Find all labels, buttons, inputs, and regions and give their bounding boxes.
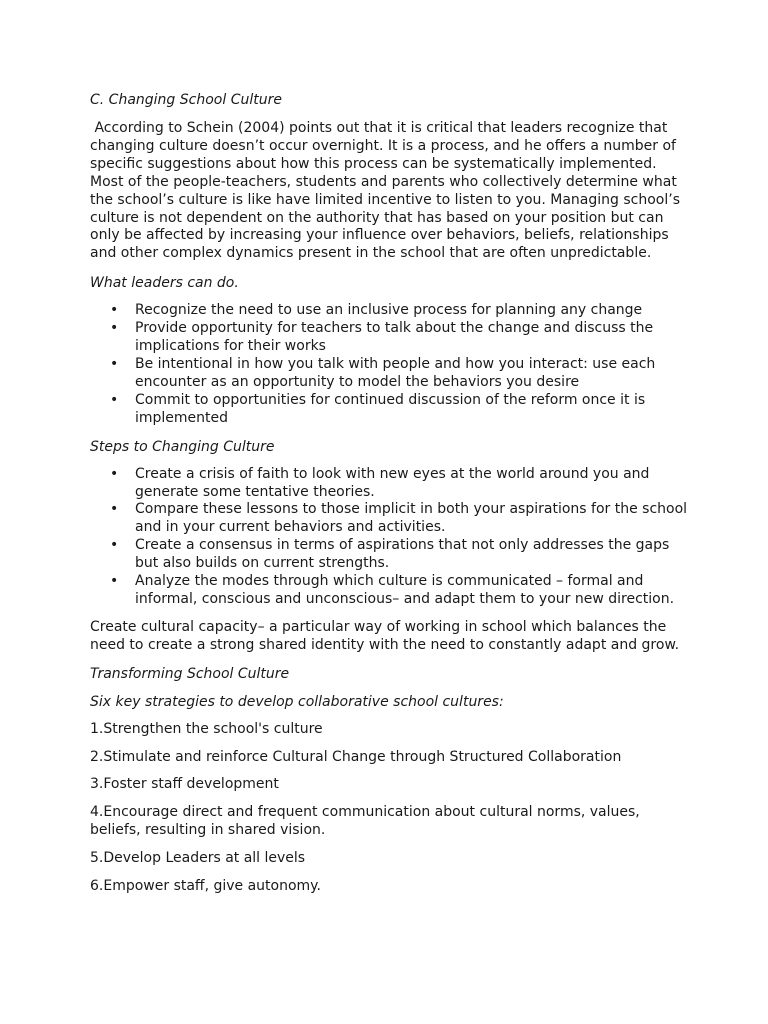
list-item [90,302,690,320]
list-item-text: Provide opportunity for teachers to talk about the change and discuss the implications for their works [135,320,654,355]
strategy-item: 1.Strengthen the school's culture [90,720,323,737]
list-item [90,466,690,502]
list-item [90,573,690,609]
list-item [90,392,690,428]
list-item [90,356,690,392]
list-item-text: Analyze the modes through which culture is communicated – formal and informal, conscious and unconscious– and adapt them to your new direction. [135,573,675,607]
bullet-icon: • [110,355,119,372]
section-title: C. Changing School Culture [90,92,282,108]
steps-heading: Steps to Changing Culture [90,438,275,455]
steps-list [90,466,690,609]
list-item-text: Compare these lessons to those implicit in both your aspirations for the school and in your current behaviors and activities. [135,501,688,536]
list-item-text: Create a consensus in terms of aspirations that not only addresses the gaps but also builds on current strengths. [135,537,670,572]
list-item [90,537,690,573]
bullet-icon: • [110,465,119,482]
bullet-icon: • [110,537,119,554]
strategy-item: 2.Stimulate and reinforce Cultural Change through Structured Collaboration [90,748,622,765]
leaders-list [90,302,690,427]
strategies-heading: Six key strategies to develop collaborative school cultures: [90,693,504,710]
list-item [90,320,690,356]
bullet-icon: • [110,573,119,590]
strategy-item: 4.Encourage direct and frequent communication about cultural norms, values, beliefs, resulting in shared vision. [90,804,640,839]
bullet-icon: • [110,302,119,319]
bullet-icon: • [110,320,119,337]
leaders-heading: What leaders can do. [90,275,239,292]
document-page [90,90,690,896]
transforming-heading: Transforming School Culture [90,665,290,682]
intro-paragraph: According to Schein (2004) points out that it is critical that leaders recognize that changing culture doesn’t occur overnight. It is a process, and he offers a number of specific suggestions about how this process can be systematically implemented. Most of the people-teachers, students and parents who collectively determine what the school’s culture is like have limited incentive to listen to you. Managing school’s culture is not dependent on the authority that has based on your position but can only be affected by increasing your influence over behaviors, beliefs, relationships and other complex dynamics present in the school that are often unpredictable. [90,120,685,262]
strategy-item: 5.Develop Leaders at all levels [90,850,306,867]
list-item-text: Commit to opportunities for continued discussion of the reform once it is implemented [135,391,646,426]
strategy-item: 3.Foster staff development [90,776,279,793]
capacity-paragraph: Create cultural capacity– a particular way of working in school which balances the need to create a strong shared identity with the need to constantly adapt and grow. [90,618,680,653]
list-item [90,501,690,537]
list-item-text: Create a crisis of faith to look with new eyes at the world around you and generate some tentative theories. [135,465,650,500]
list-item-text: Recognize the need to use an inclusive process for planning any change [135,302,643,319]
bullet-icon: • [110,501,119,518]
list-item-text: Be intentional in how you talk with people and how you interact: use each encounter as an opportunity to model the behaviors you desire [135,355,656,390]
strategy-item: 6.Empower staff, give autonomy. [90,878,321,895]
bullet-icon: • [110,391,119,408]
